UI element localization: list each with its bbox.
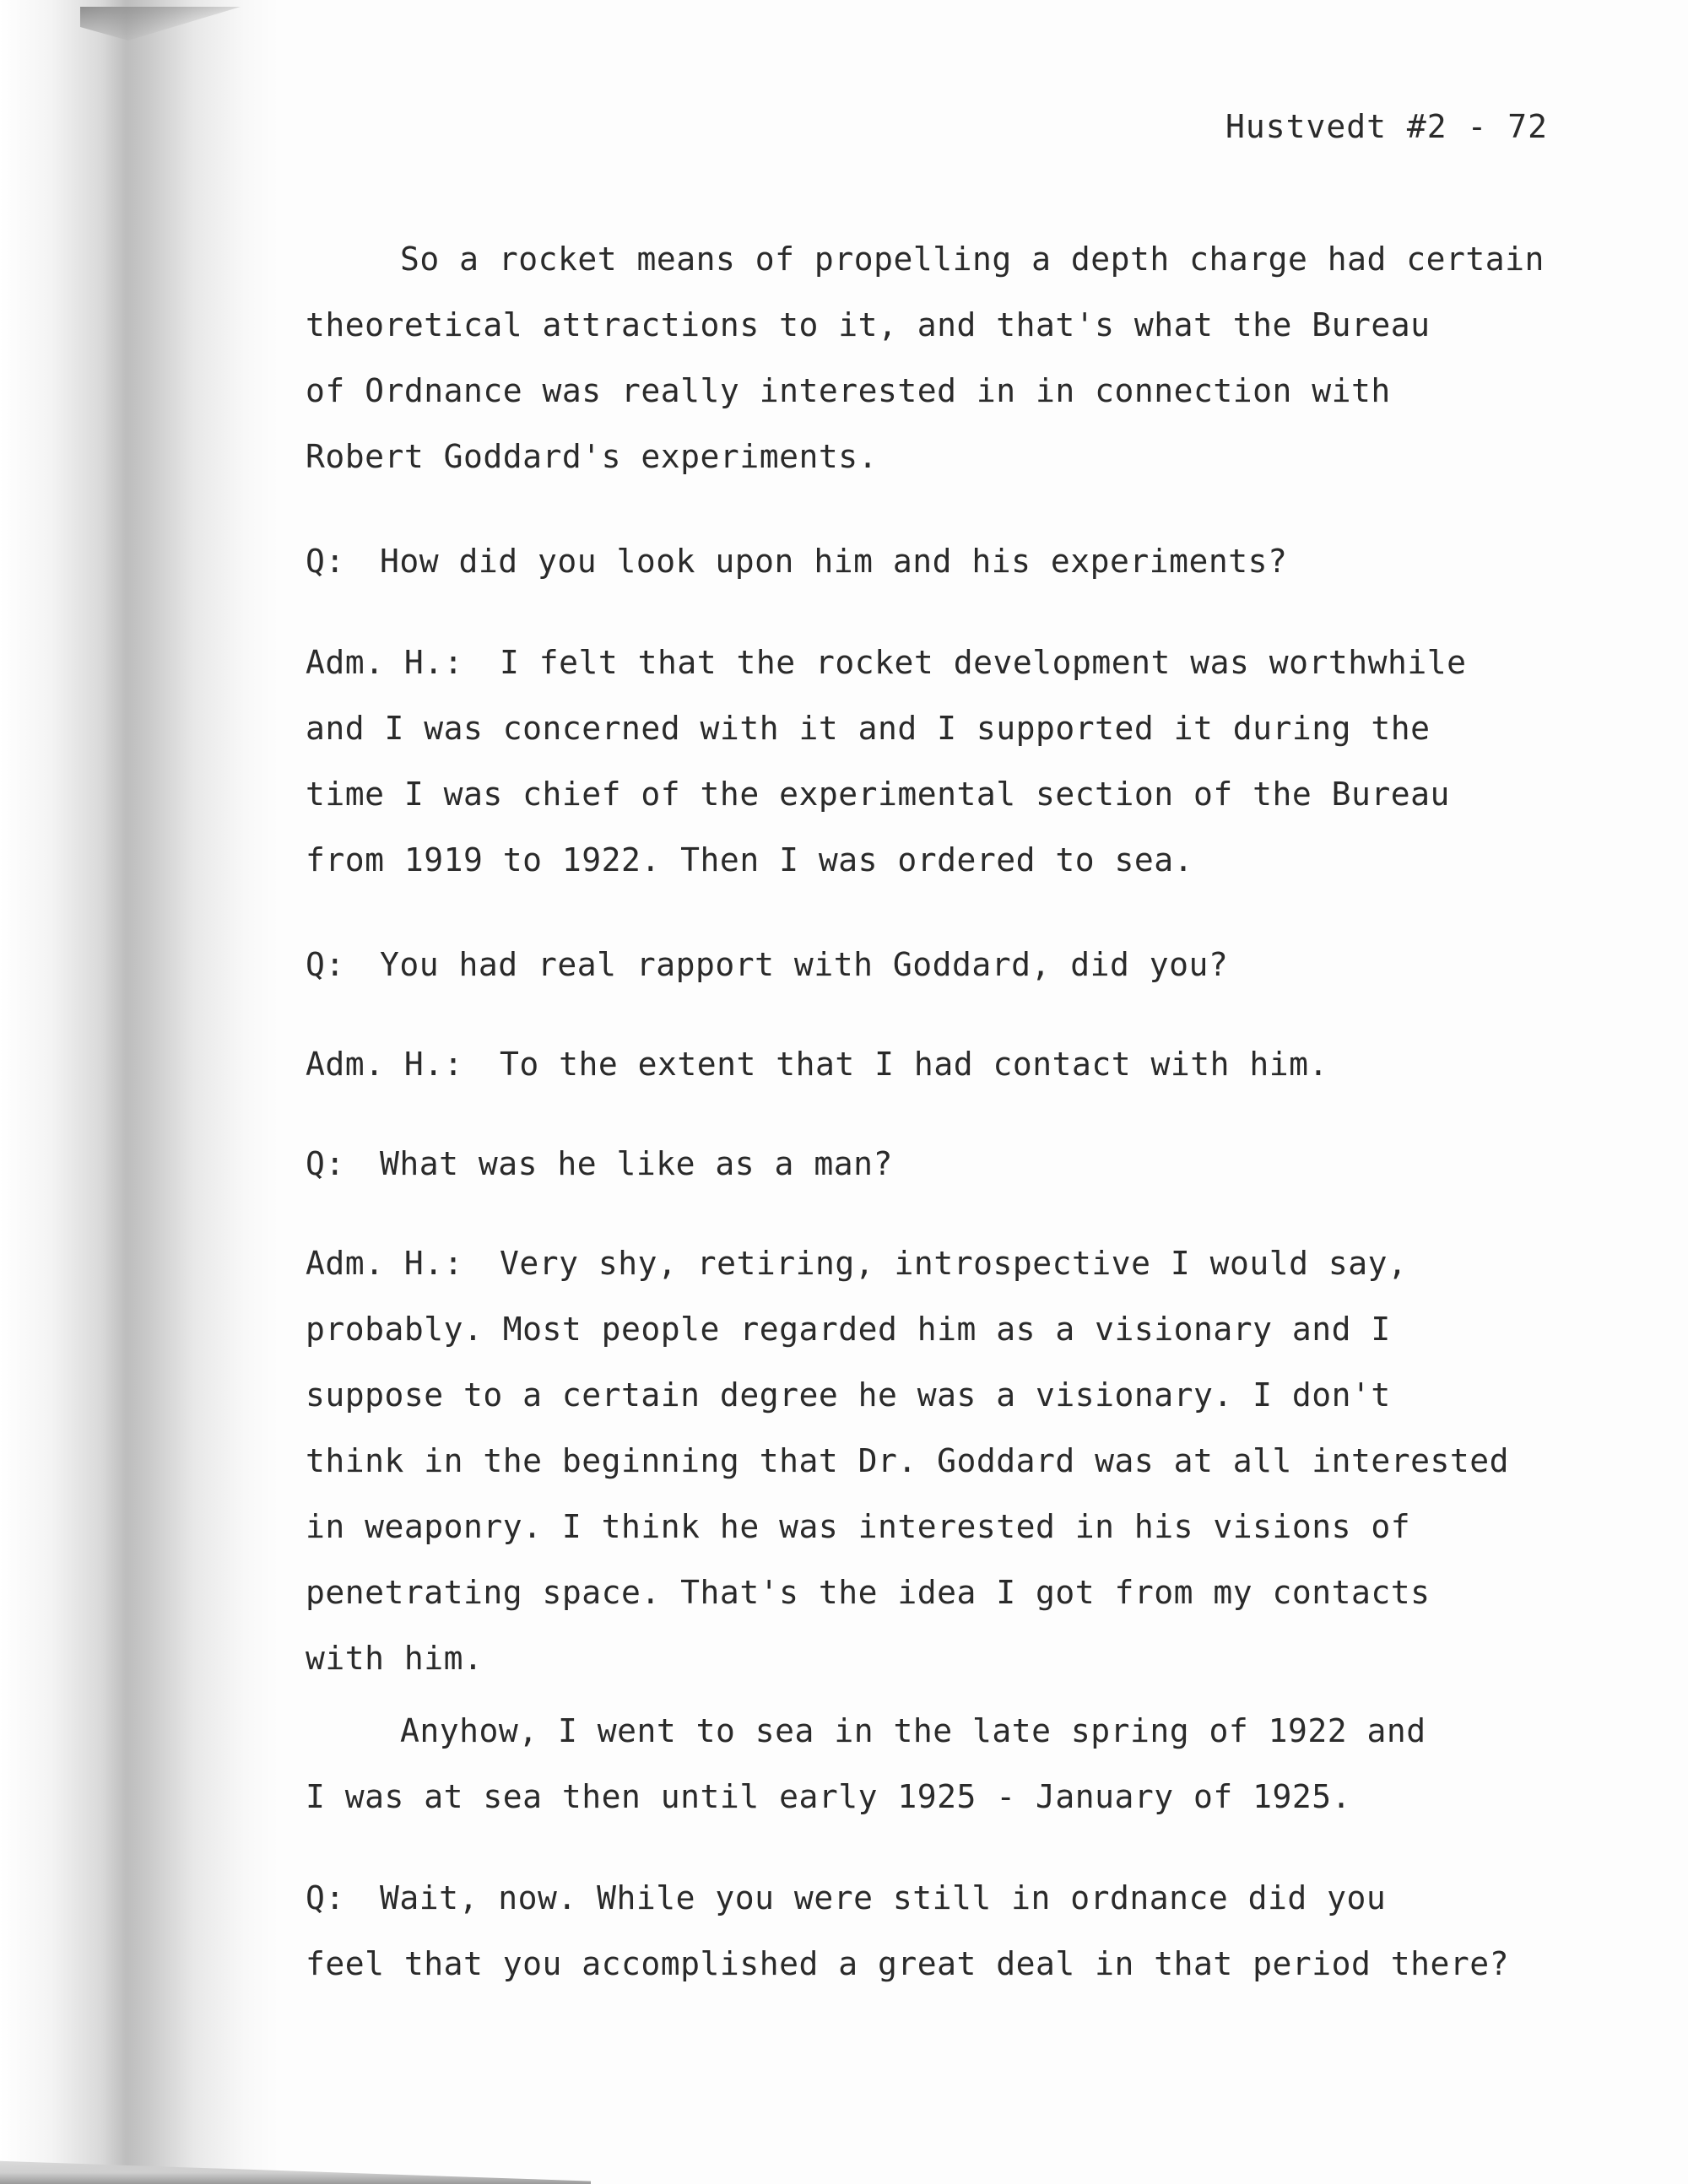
paragraph-7: [306, 1230, 1588, 1691]
paragraph-6: [306, 1131, 1588, 1197]
paragraph-1: [306, 226, 1588, 489]
paragraph-3: [306, 630, 1588, 893]
text-line: You had real rapport with Goddard, did you?: [380, 946, 1229, 983]
text-line: probably. Most people regarded him as a visionary and I: [306, 1311, 1391, 1348]
text-line: penetrating space. That's the idea I got from my contacts: [306, 1574, 1431, 1611]
text-line: suppose to a certain degree he was a visionary. I don't: [306, 1376, 1391, 1414]
text-line: So a rocket means of propelling a depth charge had certain: [400, 241, 1545, 278]
text-line: in weaponry. I think he was interested in his visions of: [306, 1508, 1411, 1545]
text-line: time I was chief of the experimental section of the Bureau: [306, 776, 1450, 813]
text-line: of Ordnance was really interested in in connection with: [306, 372, 1391, 409]
speaker-label: Adm. H.:: [306, 1245, 464, 1282]
text-line: What was he like as a man?: [380, 1145, 893, 1182]
speaker-label: Q:: [306, 1145, 345, 1182]
paragraph-2: [306, 528, 1588, 594]
text-line: from 1919 to 1922. Then I was ordered to sea.: [306, 841, 1194, 878]
text-line: Wait, now. While you were still in ordnance did you: [380, 1879, 1387, 1916]
speaker-label: Adm. H.:: [306, 644, 464, 681]
text-line: How did you look upon him and his experiments?: [380, 543, 1288, 580]
text-line: and I was concerned with it and I supported it during the: [306, 710, 1431, 747]
paragraph-5: [306, 1031, 1588, 1097]
speaker-label: Q:: [306, 543, 345, 580]
paragraph-9: [306, 1865, 1588, 1997]
paragraph-8: [306, 1698, 1588, 1830]
speaker-label: Q:: [306, 946, 345, 983]
text-line: Robert Goddard's experiments.: [306, 438, 878, 475]
text-line: To the extent that I had contact with him.: [500, 1046, 1328, 1083]
binding-shadow: [0, 0, 279, 2184]
text-line: think in the beginning that Dr. Goddard was at all interested: [306, 1442, 1510, 1479]
text-line: feel that you accomplished a great deal in that period there?: [306, 1945, 1510, 1982]
text-line: I was at sea then until early 1925 - January of 1925.: [306, 1778, 1352, 1815]
text-line: with him.: [306, 1640, 484, 1677]
speaker-label: Adm. H.:: [306, 1046, 464, 1083]
page-header: Hustvedt #2 - 72: [1225, 108, 1549, 145]
text-line: I felt that the rocket development was worthwhile: [500, 644, 1467, 681]
speaker-label: Q:: [306, 1879, 345, 1916]
text-line: theoretical attractions to it, and that's what the Bureau: [306, 306, 1431, 343]
text-line: Anyhow, I went to sea in the late spring of 1922 and: [400, 1712, 1426, 1749]
paragraph-4: [306, 932, 1588, 997]
text-line: Very shy, retiring, introspective I would say,: [500, 1245, 1408, 1282]
